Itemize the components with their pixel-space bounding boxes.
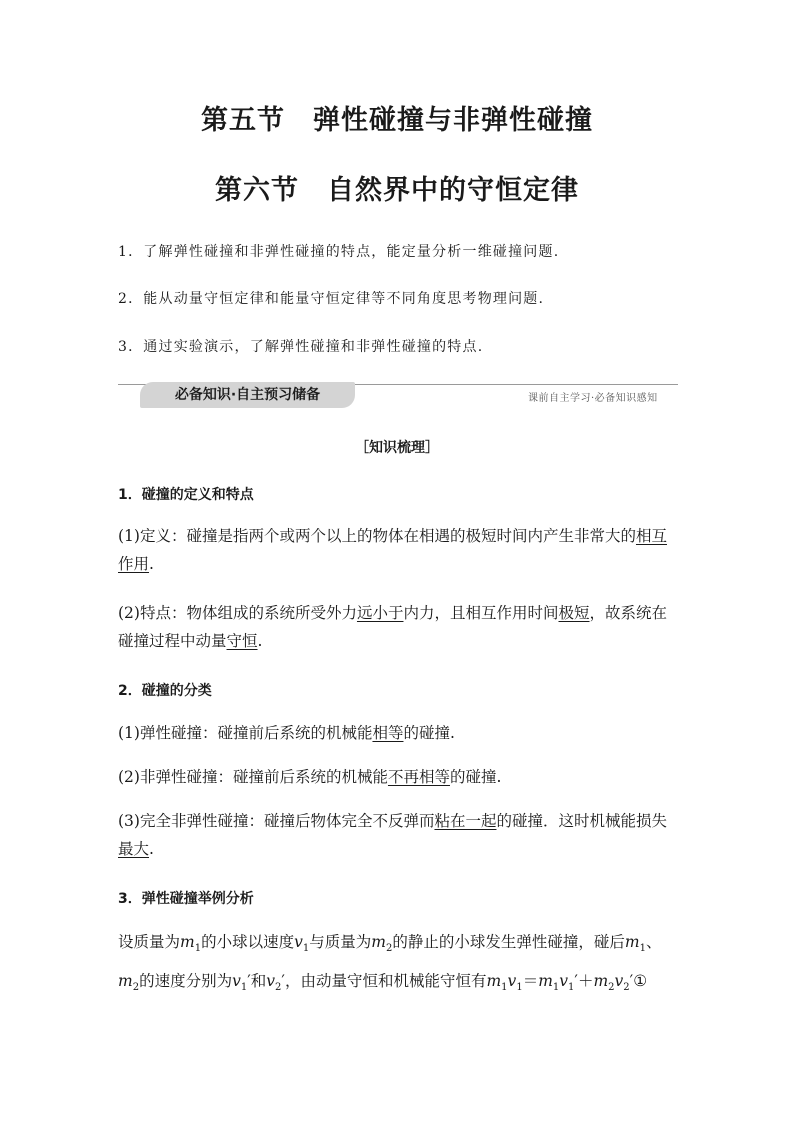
paragraph-inelastic: (2)非弹性碰撞：碰撞前后系统的机械能不再相等的碰撞. — [118, 768, 502, 786]
paragraph-perfectly-inelastic: (3)完全非弹性碰撞：碰撞后物体完全不反弹而粘在一起的碰撞．这时机械能损失最大. — [118, 812, 667, 858]
section-title: ［知识梳理］ — [355, 440, 439, 456]
heading-1: 1．碰撞的定义和特点 — [118, 487, 254, 503]
objective-2: 2．能从动量守恒定律和能量守恒定律等不同角度思考物理问题. — [118, 291, 545, 307]
paragraph-example: 设质量为$m_1$的小球以速度$v_1$与质量为$m_2$的静止的小球发生弹性碰撞，碰后$m_1$、$m_2$的速度分别为$v_1'$和$v_2'$，由动量守恒和机械能守恒有$m_1v_1=m_1v_1'+m_2v_2'①$ — [118, 933, 662, 994]
paragraph-feature: (2)特点：物体组成的系统所受外力远小于内力，且相互作用时间极短，故系统在碰撞过程中动量守恒. — [118, 604, 668, 650]
paragraph-elastic: (1)弹性碰撞：碰撞前后系统的机械能相等的碰撞. — [118, 724, 455, 742]
banner-caption: 课前自主学习·必备知识感知 — [528, 393, 658, 404]
objective-3: 3．通过实验演示，了解弹性碰撞和非弹性碰撞的特点. — [118, 339, 484, 355]
paragraph-definition: (1)定义：碰撞是指两个或两个以上的物体在相遇的极短时间内产生非常大的相互作用. — [118, 527, 667, 573]
heading-2: 2．碰撞的分类 — [118, 683, 212, 699]
title-section-6: 第六节 自然界中的守恒定律 — [215, 175, 579, 206]
title-section-5: 第五节 弹性碰撞与非弹性碰撞 — [201, 105, 593, 136]
objective-1: 1．了解弹性碰撞和非弹性碰撞的特点，能定量分析一维碰撞问题. — [118, 244, 560, 260]
banner-label: 必备知识·自主预习储备 — [174, 387, 321, 403]
heading-3: 3．弹性碰撞举例分析 — [118, 891, 254, 907]
